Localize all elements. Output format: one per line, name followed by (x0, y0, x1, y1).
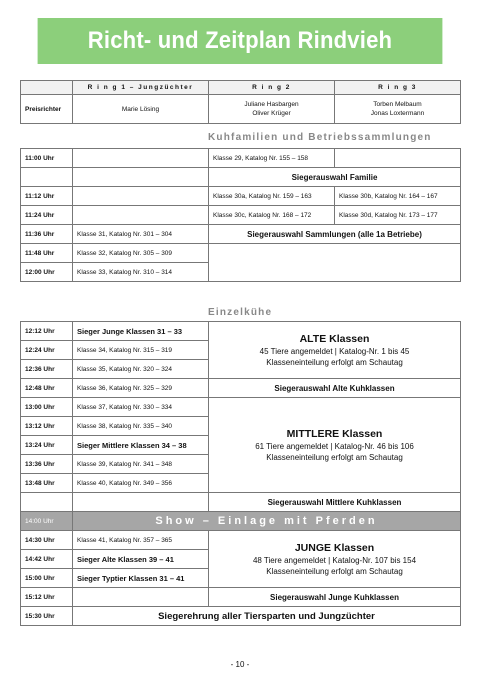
preisrichter-ring3 (335, 95, 461, 124)
ring3-cell: Klasse 30b, Katalog Nr. 164 – 167 (335, 187, 461, 206)
ring1-cell: Klasse 33, Katalog Nr. 310 – 314 (73, 263, 209, 282)
ring1-cell: Klasse 38, Katalog Nr. 335 – 340 (73, 417, 209, 436)
ring2-cell: Klasse 30c, Katalog Nr. 168 – 172 (209, 206, 335, 225)
ring1-cell: Klasse 35, Katalog Nr. 320 – 324 (73, 360, 209, 379)
header-empty (21, 81, 73, 95)
ring1-cell: Klasse 34, Katalog Nr. 315 – 319 (73, 341, 209, 360)
mittlere-klassen-block (209, 398, 461, 493)
ring3-cell: Klasse 30d, Katalog Nr. 173 – 177 (335, 206, 461, 225)
ring1-cell (73, 588, 209, 607)
sieger-sammlungen: Siegerauswahl Sammlungen (alle 1a Betriebe) (209, 225, 461, 244)
ring2-cell: Klasse 29, Katalog Nr. 155 – 158 (209, 149, 335, 168)
ring1-cell (73, 187, 209, 206)
time-cell: 13:12 Uhr (21, 417, 73, 436)
mittlere-klassen-title: MITTLERE Klassen (286, 427, 383, 440)
junge-klassen-block (209, 531, 461, 588)
time-cell: 12:12 Uhr (21, 322, 73, 341)
empty-cell (209, 244, 461, 282)
time-cell: 12:00 Uhr (21, 263, 73, 282)
time-cell: 11:36 Uhr (21, 225, 73, 244)
judge-name: Oliver Krüger (252, 110, 291, 117)
kuhfamilien-table (20, 148, 461, 282)
time-cell: 14:42 Uhr (21, 550, 73, 569)
sieger-familie: Siegerauswahl Familie (209, 168, 461, 187)
header-ring2: R i n g 2 (209, 81, 335, 95)
show-banner: Show – Einlage mit Pferden (73, 512, 461, 531)
ring2-cell: Klasse 30a, Katalog Nr. 159 – 163 (209, 187, 335, 206)
ring1-cell: Klasse 40, Katalog Nr. 349 – 356 (73, 474, 209, 493)
time-cell: 15:00 Uhr (21, 569, 73, 588)
preisrichter-ring1: Marie Lösing (73, 95, 209, 124)
header-ring3: R i n g 3 (335, 81, 461, 95)
time-cell: 11:48 Uhr (21, 244, 73, 263)
junge-klassen-title: JUNGE Klassen (294, 541, 375, 554)
time-cell: 11:00 Uhr (21, 149, 73, 168)
preisrichter-ring2 (209, 95, 335, 124)
ring1-cell: Klasse 36, Katalog Nr. 325 – 329 (73, 379, 209, 398)
ring1-cell: Sieger Alte Klassen 39 – 41 (73, 550, 209, 569)
ring1-cell: Klasse 31, Katalog Nr. 301 – 304 (73, 225, 209, 244)
header-ring1: R i n g 1 – Jungzüchter (73, 81, 209, 95)
time-cell: 13:24 Uhr (21, 436, 73, 455)
alte-klassen-block (209, 322, 461, 379)
alte-klassen-line1: 45 Tiere angemeldet | Katalog-Nr. 1 bis 45 (259, 346, 410, 356)
ring1-cell: Klasse 41, Katalog Nr. 357 – 365 (73, 531, 209, 550)
sieger-mittlere: Siegerauswahl Mittlere Kuhklassen (209, 493, 461, 512)
page-title: Richt- und Zeitplan Rindvieh (38, 18, 443, 64)
time-cell: 13:36 Uhr (21, 455, 73, 474)
ring1-cell (73, 149, 209, 168)
judge-name: Torben Melbaum (373, 101, 422, 108)
ring1-cell: Sieger Mittlere Klassen 34 – 38 (73, 436, 209, 455)
page-number: - 10 - (230, 660, 250, 669)
section-heading-einzelkuehe: Einzelkühe (208, 307, 273, 318)
time-cell: 13:48 Uhr (21, 474, 73, 493)
ring3-cell (335, 149, 461, 168)
time-cell (21, 168, 73, 187)
alte-klassen-line2: Klasseneinteilung erfolgt am Schautag (266, 357, 403, 367)
time-cell: 14:30 Uhr (21, 531, 73, 550)
ring1-cell: Klasse 39, Katalog Nr. 341 – 348 (73, 455, 209, 474)
ring1-cell: Klasse 37, Katalog Nr. 330 – 334 (73, 398, 209, 417)
ring1-cell: Klasse 32, Katalog Nr. 305 – 309 (73, 244, 209, 263)
judge-name: Juliane Hasbargen (244, 101, 299, 108)
ring1-cell (73, 206, 209, 225)
ring1-cell (73, 168, 209, 187)
time-cell: 12:48 Uhr (21, 379, 73, 398)
mittlere-klassen-line1: 61 Tiere angemeldet | Katalog-Nr. 46 bis 106 (255, 441, 414, 451)
time-cell (21, 493, 73, 512)
time-cell: 12:36 Uhr (21, 360, 73, 379)
sieger-alte: Siegerauswahl Alte Kuhklassen (209, 379, 461, 398)
time-cell: 15:30 Uhr (21, 607, 73, 626)
time-cell: 15:12 Uhr (21, 588, 73, 607)
time-cell: 11:24 Uhr (21, 206, 73, 225)
junge-klassen-line2: Klasseneinteilung erfolgt am Schautag (266, 566, 403, 576)
einzelkuehe-table (20, 321, 461, 626)
ring1-cell: Sieger Junge Klassen 31 – 33 (73, 322, 209, 341)
alte-klassen-title: ALTE Klassen (299, 332, 370, 345)
section-heading-kuhfamilien: Kuhfamilien und Betriebssammlungen (208, 132, 432, 143)
preisrichter-label: Preisrichter (21, 95, 73, 124)
ring1-cell (73, 493, 209, 512)
time-cell: 13:00 Uhr (21, 398, 73, 417)
sieger-junge: Siegerauswahl Junge Kuhklassen (209, 588, 461, 607)
ring1-cell: Sieger Typtier Klassen 31 – 41 (73, 569, 209, 588)
ring-header-table (20, 80, 461, 124)
junge-klassen-line1: 48 Tiere angemeldet | Katalog-Nr. 107 bis 154 (252, 555, 417, 565)
time-cell: 12:24 Uhr (21, 341, 73, 360)
judge-name: Jonas Loxtermann (370, 110, 425, 117)
time-cell: 11:12 Uhr (21, 187, 73, 206)
time-cell: 14:00 Uhr (21, 512, 73, 531)
siegerehrung: Siegerehrung aller Tiersparten und Jungzüchter (73, 607, 461, 626)
mittlere-klassen-line2: Klasseneinteilung erfolgt am Schautag (266, 452, 403, 462)
